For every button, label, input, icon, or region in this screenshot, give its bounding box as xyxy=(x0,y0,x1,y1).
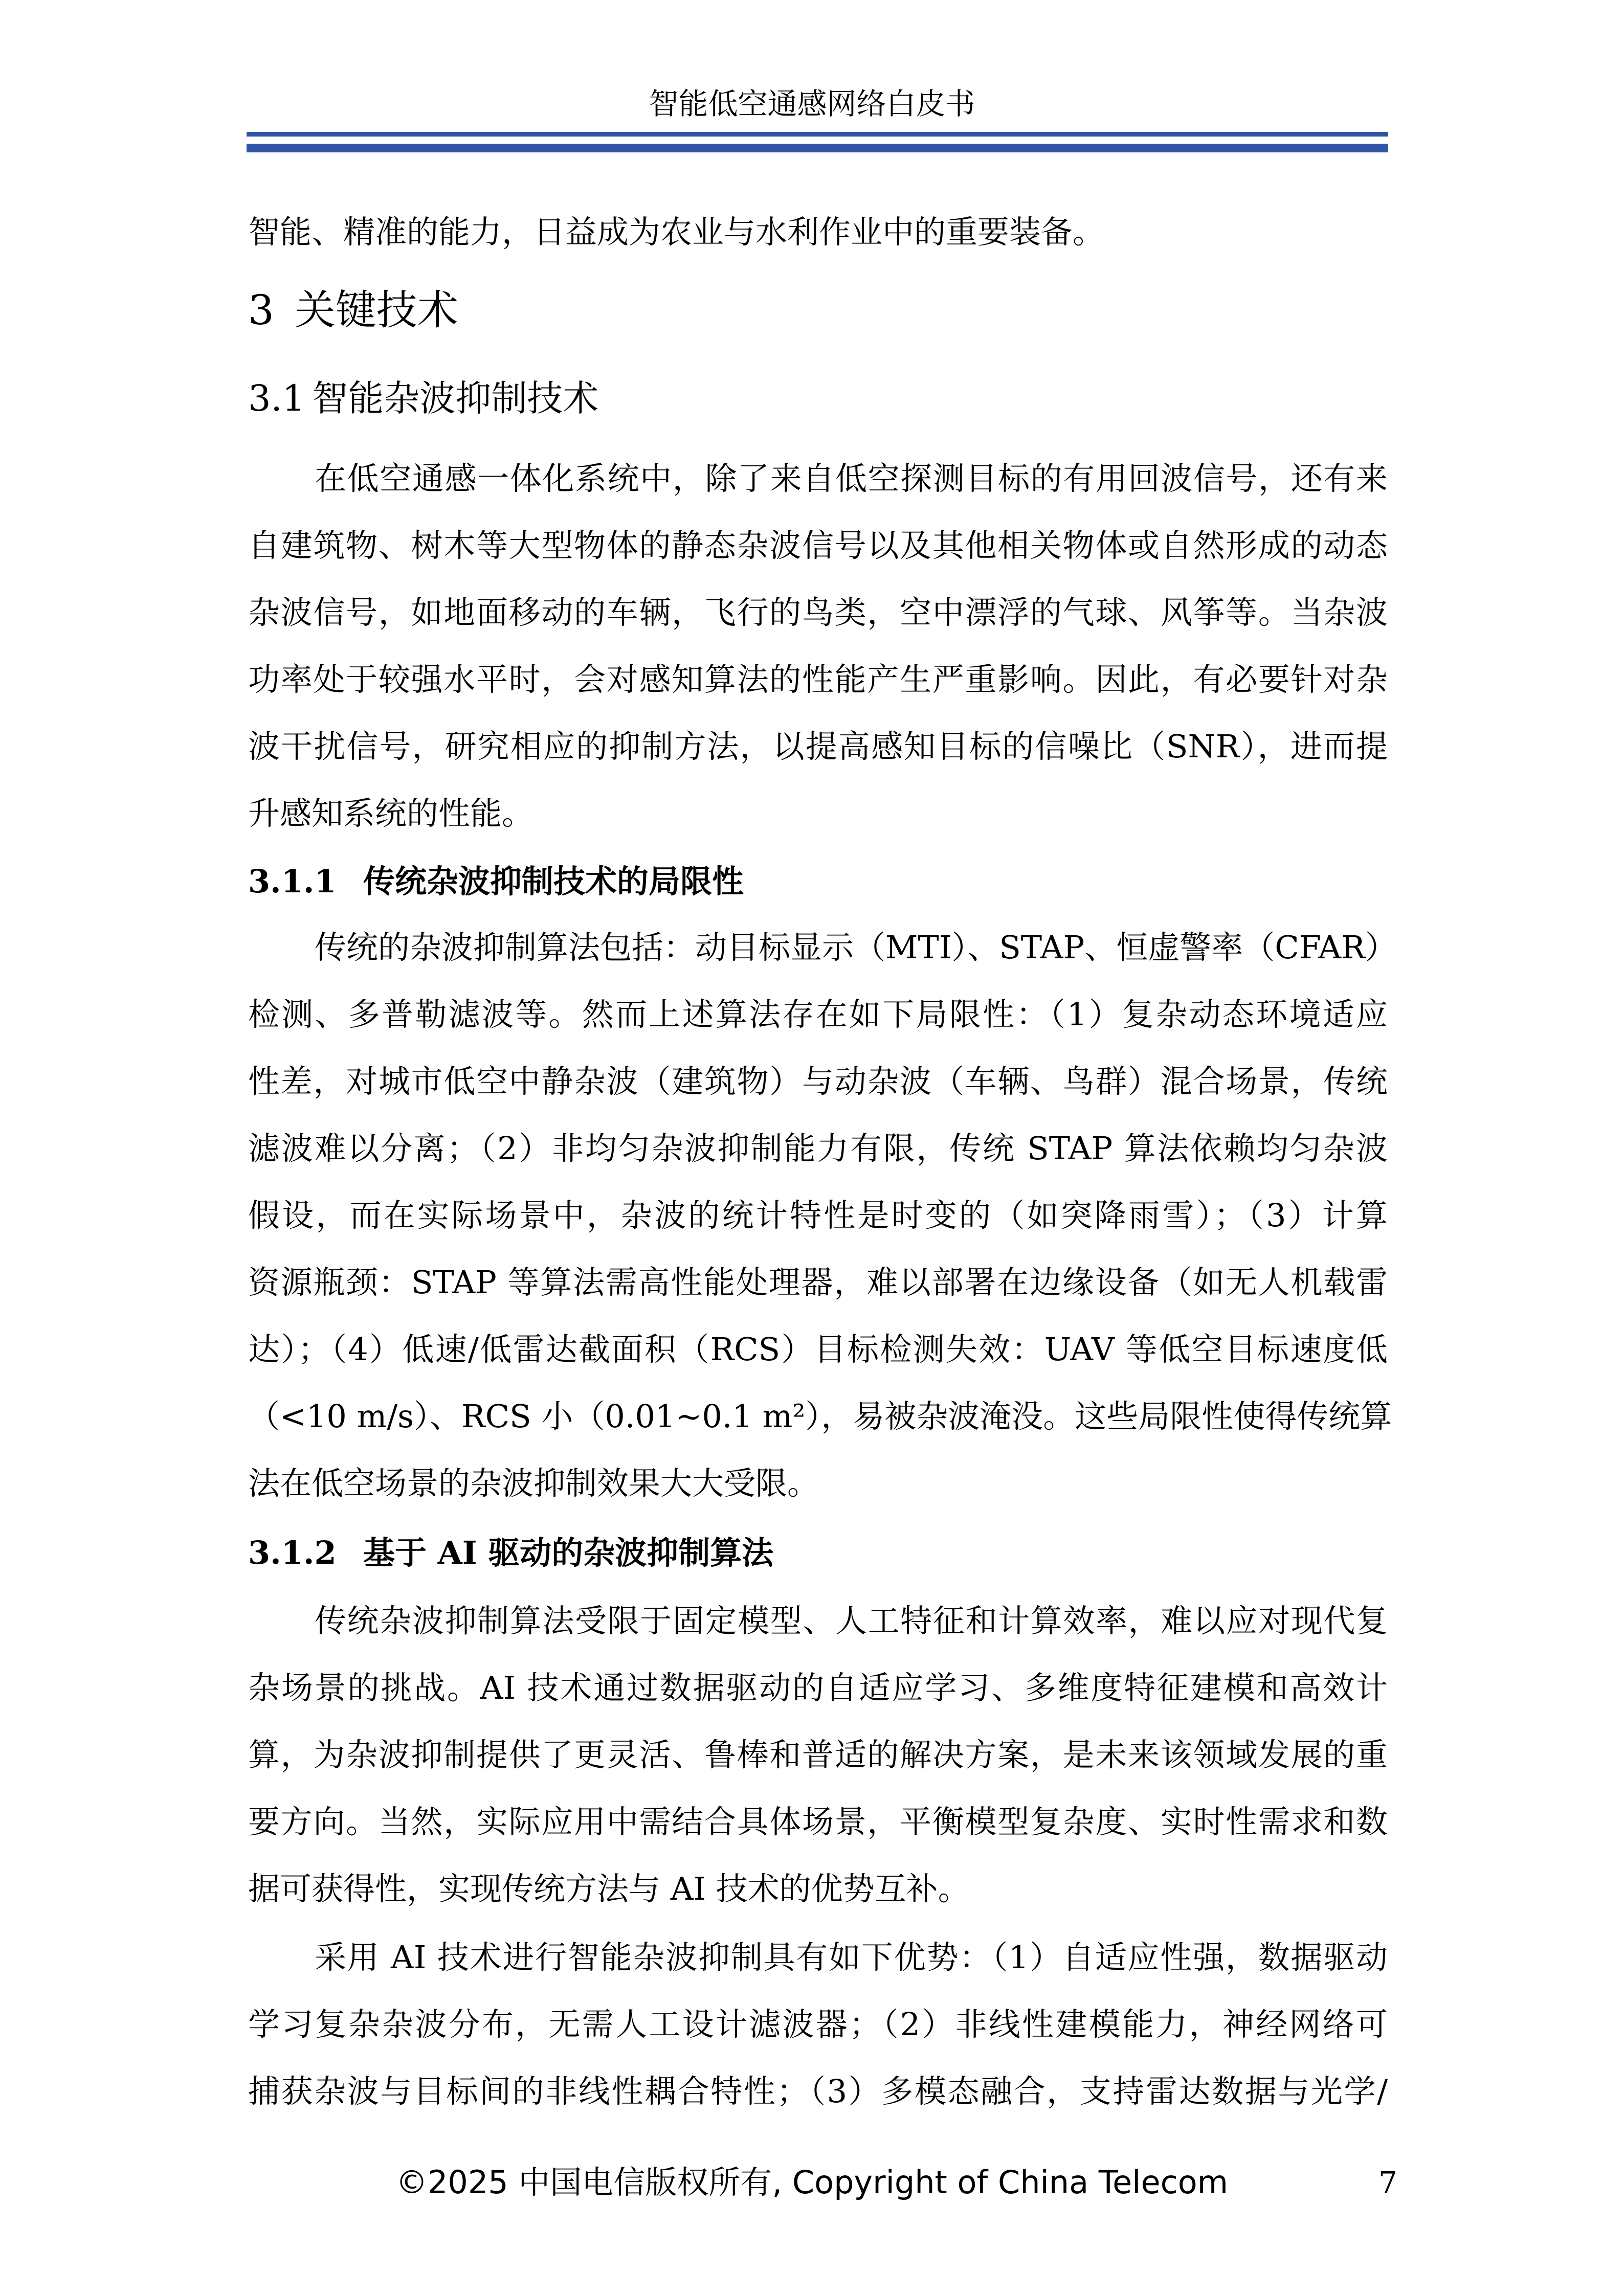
subsection-heading xyxy=(248,365,1388,432)
section-heading xyxy=(248,277,1388,344)
page-number: 7 xyxy=(1378,2165,1397,2200)
text-line: 法在低空场景的杂波抑制效果大大受限。 xyxy=(248,1465,819,1502)
text-line: 性差，对城市低空中静杂波（建筑物）与动杂波（车辆、鸟群）混合场景，传统 xyxy=(248,1063,1388,1100)
text-line: 算，为杂波抑制提供了更灵活、鲁棒和普适的解决方案，是未来该领域发展的重 xyxy=(248,1736,1388,1773)
paragraph-traditional-limits xyxy=(248,914,1397,1517)
text-line: 采用 AI 技术进行智能杂波抑制具有如下优势：（1）自适应性强，数据驱动 xyxy=(315,1939,1388,1976)
text-line: 要方向。当然，实际应用中需结合具体场景，平衡模型复杂度、实时性需求和数 xyxy=(248,1803,1388,1840)
subsection-number: 3.1 xyxy=(248,377,305,419)
text-line: （<10 m/s）、RCS 小（0.01~0.1 m²），易被杂波淹没。这些局限性使得传统算 xyxy=(248,1398,1392,1435)
text-line: 假设，而在实际场景中，杂波的统计特性是时变的（如突降雨雪）；（3）计算 xyxy=(248,1197,1388,1234)
subsection-title: 智能杂波抑制技术 xyxy=(312,377,599,419)
section-title: 关键技术 xyxy=(294,286,458,334)
section-number: 3 xyxy=(248,286,274,334)
heading-title: 基于 AI 驱动的杂波抑制算法 xyxy=(363,1534,774,1571)
text-line: 功率处于较强水平时，会对感知算法的性能产生严重影响。因此，有必要针对杂 xyxy=(248,661,1388,698)
text-line: 杂波信号，如地面移动的车辆，飞行的鸟类，空中漂浮的气球、风筝等。当杂波 xyxy=(248,594,1388,631)
heading-title: 传统杂波抑制技术的局限性 xyxy=(363,863,744,900)
paragraph-ai-advantages xyxy=(248,1924,1388,2125)
text-line: 智能、精准的能力，日益成为农业与水利作业中的重要装备。 xyxy=(248,213,1105,251)
running-header: 智能低空通感网络白皮书 xyxy=(649,86,975,121)
paragraph-ai-approach xyxy=(248,1587,1388,1922)
paragraph-clutter-intro xyxy=(248,445,1388,847)
text-line: 自建筑物、树木等大型物体的静态杂波信号以及其他相关物体或自然形成的动态 xyxy=(248,527,1388,564)
text-line: 据可获得性，实现传统方法与 AI 技术的优势互补。 xyxy=(248,1870,970,1907)
heading-number: 3.1.1 xyxy=(248,863,337,900)
text-line: 升感知系统的性能。 xyxy=(248,795,534,832)
heading-3-1-1 xyxy=(248,848,1388,915)
heading-number: 3.1.2 xyxy=(248,1534,337,1571)
footer-copyright: ©2025 中国电信版权所有, Copyright of China Telecom xyxy=(395,2164,1229,2201)
text-line: 滤波难以分离；（2）非均匀杂波抑制能力有限，传统 STAP 算法依赖均匀杂波 xyxy=(248,1130,1388,1167)
intro-paragraph xyxy=(248,198,1388,265)
text-line: 传统的杂波抑制算法包括：动目标显示（MTI）、STAP、恒虚警率（CFAR） xyxy=(315,929,1397,966)
text-line: 资源瓶颈：STAP 等算法需高性能处理器，难以部署在边缘设备（如无人机载雷 xyxy=(248,1264,1388,1301)
text-line: 在低空通感一体化系统中，除了来自低空探测目标的有用回波信号，还有来 xyxy=(315,460,1388,497)
text-line: 杂场景的挑战。AI 技术通过数据驱动的自适应学习、多维度特征建模和高效计 xyxy=(248,1669,1388,1706)
header-rule-thick xyxy=(247,144,1388,152)
text-line: 传统杂波抑制算法受限于固定模型、人工特征和计算效率，难以应对现代复 xyxy=(315,1602,1388,1639)
heading-3-1-2 xyxy=(248,1519,1388,1586)
text-line: 波干扰信号，研究相应的抑制方法，以提高感知目标的信噪比（SNR），进而提 xyxy=(248,728,1388,765)
text-line: 达）；（4）低速/低雷达截面积（RCS）目标检测失效：UAV 等低空目标速度低 xyxy=(248,1331,1388,1368)
text-line: 捕获杂波与目标间的非线性耦合特性；（3）多模态融合，支持雷达数据与光学/ xyxy=(248,2073,1388,2110)
header-rule-thin xyxy=(247,132,1388,137)
text-line: 检测、多普勒滤波等。然而上述算法存在如下局限性：（1）复杂动态环境适应 xyxy=(248,996,1388,1033)
text-line: 学习复杂杂波分布，无需人工设计滤波器；（2）非线性建模能力，神经网络可 xyxy=(248,2006,1388,2043)
